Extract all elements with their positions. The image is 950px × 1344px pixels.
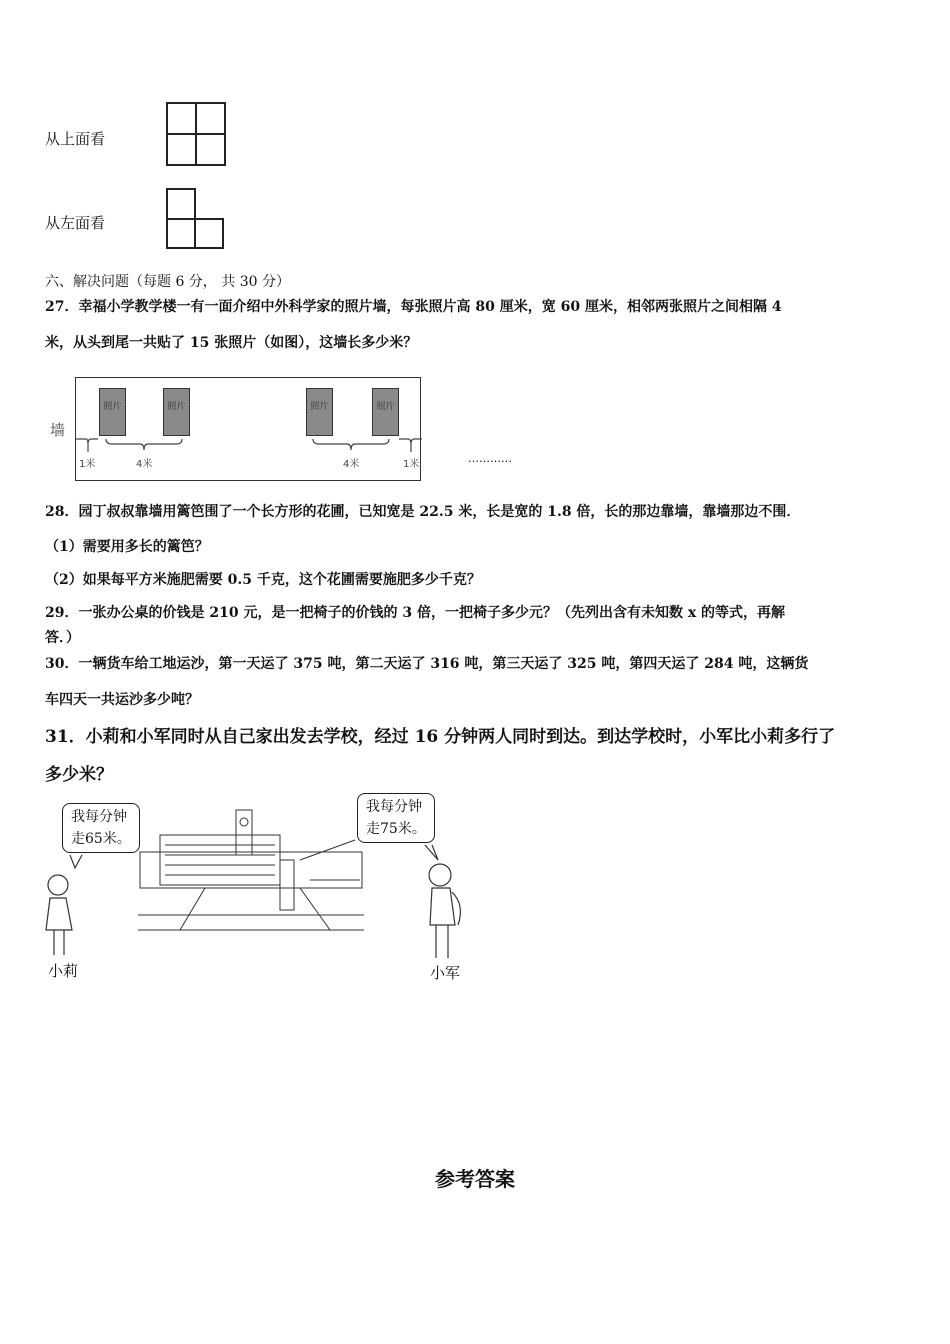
gap-label-between: 4米: [136, 459, 153, 470]
ellipsis: …………: [468, 452, 512, 465]
gap-label-edge: 1米: [403, 459, 420, 470]
q31-text-1: 31．小莉和小军同时从自己家出发去学校，经过 16 分钟两人同时到达。到达学校时，小军比小莉多行了: [45, 727, 836, 747]
q29-text-1: 29．一张办公桌的价钱是 210 元，是一把椅子的价钱的 3 倍，一把椅子多少元？（先列出含有未知数 x 的等式，再解: [45, 605, 786, 621]
q28-text: 28．园丁叔叔靠墙用篱笆围了一个长方形的花圃，已知宽是 22.5 米，长是宽的 1.8 倍，长的那边靠墙，靠墙那边不围．: [45, 504, 801, 520]
photo: 照片: [163, 388, 190, 436]
speech-bubble-xiaojun: [357, 793, 435, 843]
name-xiaoli: 小莉: [48, 962, 79, 980]
q30-text-2: 车四天一共运沙多少吨？: [45, 692, 199, 708]
q29-text-2: 答．）: [45, 630, 80, 646]
speech-bubble-xiaoli: [62, 803, 140, 853]
wall-label: 墙: [50, 421, 66, 439]
gap-label-between: 4米: [343, 459, 360, 470]
section-heading: 六、解决问题（每题 6 分， 共 30 分）: [45, 274, 290, 290]
brace-lines: [0, 0, 950, 500]
q27-text-1: 27．幸福小学教学楼一有一面介绍中外科学家的照片墙，每张照片高 80 厘米，宽 60 厘米，相邻两张照片之间相隔 4: [45, 299, 782, 315]
left-view-label: 从左面看: [45, 214, 106, 232]
bubble-text: 我每分钟: [71, 809, 127, 825]
bubble-text: 走65米。: [71, 831, 131, 847]
answers-title: 参考答案: [435, 1167, 515, 1191]
name-xiaojun: 小军: [430, 964, 461, 982]
photo: 照片: [306, 388, 333, 436]
top-view-label: 从上面看: [45, 130, 106, 148]
photo: 照片: [372, 388, 399, 436]
q30-text-1: 30．一辆货车给工地运沙，第一天运了 375 吨，第二天运了 316 吨，第三天运了 325 吨，第四天运了 284 吨，这辆货: [45, 656, 809, 672]
photo: 照片: [99, 388, 126, 436]
q31-text-2: 多少米？: [45, 765, 113, 785]
q28-sub1: （1）需要用多长的篱笆？: [45, 539, 209, 555]
q28-sub2: （2）如果每平方米施肥需要 0.5 千克，这个花圃需要施肥多少千克？: [45, 572, 481, 588]
bubble-text: 走75米。: [366, 821, 426, 837]
gap-label-edge: 1米: [79, 459, 96, 470]
bubble-text: 我每分钟: [366, 799, 422, 815]
q27-text-2: 米，从头到尾一共贴了 15 张照片（如图），这墙长多少米？: [45, 335, 418, 351]
